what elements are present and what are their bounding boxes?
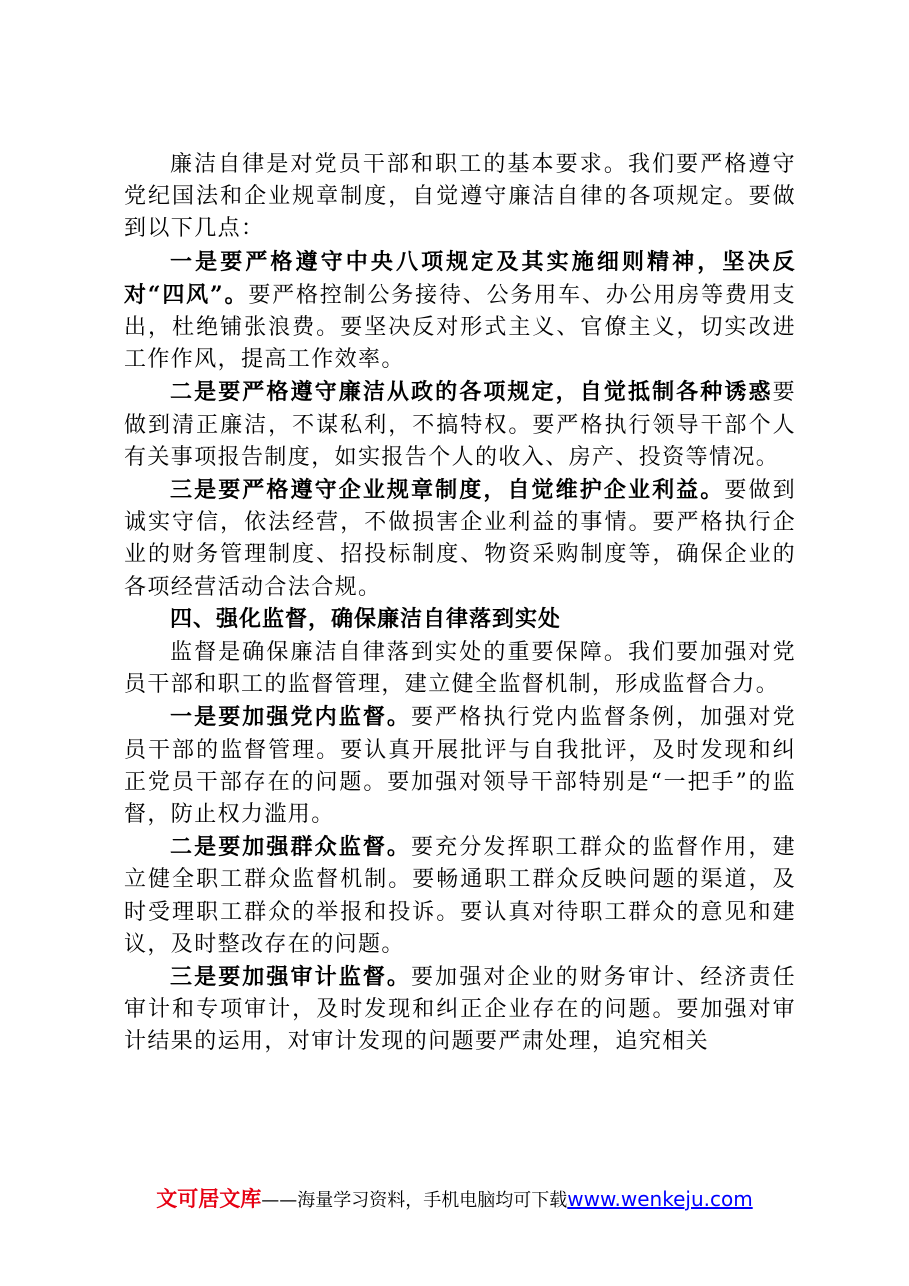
paragraph-lead: 三是要加强审计监督。 [170,964,412,991]
paragraph-text: 廉洁自律是对党员干部和职工的基本要求。我们要严格遵守党纪国法和企业规章制度，自觉遵守廉洁自律的各项规定。要做到以下几点： [124,152,796,242]
paragraph-text: 要加强对企业的财务审计、经济责任审计和专项审计，及时发现和纠正企业存在的问题。要加强对审计结果的运用，对审计发现的问题要严肃处理，追究相关 [124,965,796,1055]
paragraph-section-intro [124,636,796,701]
document-body [124,148,796,1059]
paragraph-lead: 三是要严格遵守企业规章制度，自觉维护企业利益。 [170,477,725,504]
paragraph-text: 监督是确保廉洁自律落到实处的重要保障。我们要加强对党员干部和职工的监督管理，建立健全监督机制，形成监督合力。 [124,640,796,698]
footer-brand: 文可居文库 [156,1187,262,1211]
paragraph-lead: 一是要严格遵守中央八项规定及其实施细则精神，坚决反对“四风”。 [124,248,796,308]
footer-tagline: ——海量学习资料，手机电脑均可下载 [261,1190,568,1211]
footer-banner [0,1183,909,1213]
paragraph-supervision-1 [124,701,796,831]
paragraph-text: 要严格执行党内监督条例，加强对党员干部的监督管理。要认真开展批评与自我批评，及时发现和纠正党员干部存在的问题。要加强对领导干部特别是“一把手”的监督，防止权力滥用。 [124,705,796,828]
paragraph-text: 要做到诚实守信，依法经营，不做损害企业利益的事情。要严格执行企业的财务管理制度、招投标制度、物资采购制度等，确保企业的各项经营活动合法合规。 [124,478,796,600]
paragraph-point-1 [124,246,796,377]
paragraph-lead: 二是要严格遵守廉洁从政的各项规定，自觉抵制各种诱惑 [170,379,773,406]
paragraph-text: 要严格控制公务接待、公务用车、办公用房等费用支出，杜绝铺张浪费。要坚决反对形式主义、官僚主义，切实改进工作作风，提高工作效率。 [124,282,797,373]
paragraph-lead: 二是要加强群众监督。 [170,834,412,861]
paragraph-point-2 [124,376,796,474]
paragraph-supervision-3 [124,961,796,1059]
paragraph-lead: 一是要加强党内监督。 [170,704,412,731]
paragraph-point-3 [124,474,796,604]
paragraph-text: 要充分发挥职工群众的监督作用，建立健全职工群众监督机制。要畅通职工群众反映问题的渠道，及时受理职工群众的举报和投诉。要认真对待职工群众的意见和建议，及时整改存在的问题。 [124,835,796,957]
paragraph-supervision-2 [124,831,796,961]
paragraph-text: 要做到清正廉洁，不谋私利，不搞特权。要严格执行领导干部个人有关事项报告制度，如实报告个人的收入、房产、投资等情况。 [124,380,796,470]
section-heading: 四、强化监督，确保廉洁自律落到实处 [170,606,562,632]
footer-url-link[interactable]: www.wenkeju.com [567,1187,753,1211]
paragraph-intro [124,148,796,246]
